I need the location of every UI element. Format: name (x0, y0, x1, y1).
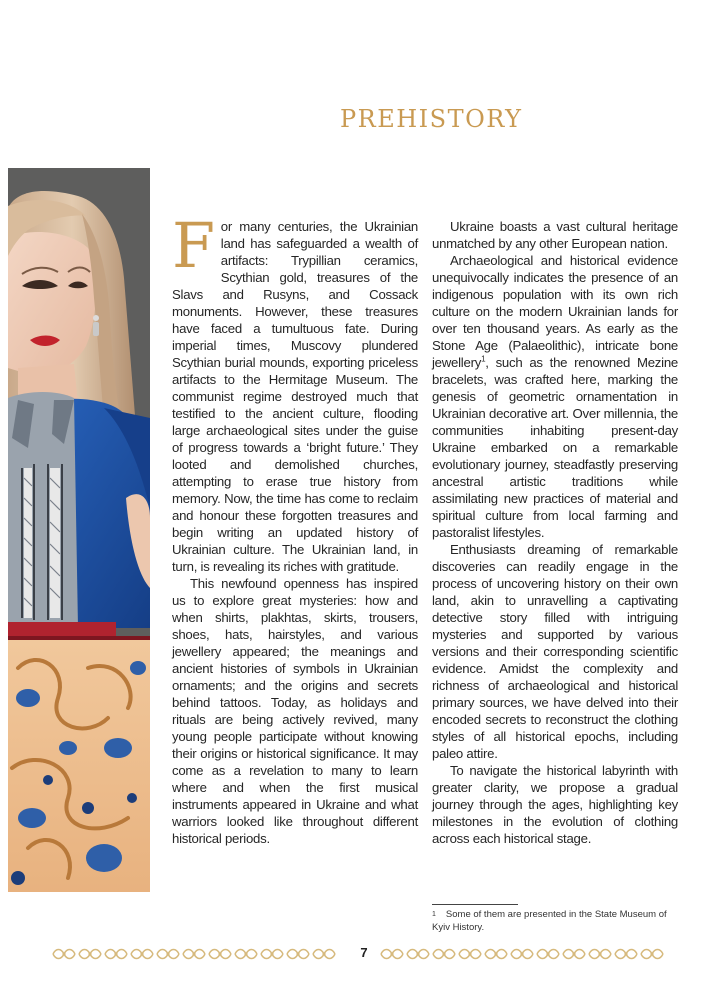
paragraph-text: or many centuries, the Ukrainian land has safeguarded a wealth of artifacts: Trypillian ceramics, Scythian gold, treasures of the Slavs and Rusyns, and Cossack monuments. However, these treasures have faced a tumultuous fate. During imperial times, Muscovy plundered Scythian burial mounds, exporting priceless artifacts to the Hermitage Museum. The communist regime destroyed much that testified to the ancient culture, flooding large archaeological sites under the guise of progress towards a ‘bright future.’ They looted and demolished churches, attempting to erase true history from memory. Now, the time has come to reclaim and honour these forgotten treasures and begin writing an updated history of Ukrainian culture. The Ukrainian land, in turn, is revealing its riches with gratitude. (172, 219, 418, 574)
footnote (432, 908, 678, 934)
ornament-motif (537, 950, 559, 959)
woman-in-embroidered-shirt-illustration (8, 168, 150, 892)
ornament-motif (287, 950, 309, 959)
ornament-motif (381, 950, 403, 959)
footnote-reference[interactable]: 1 (481, 354, 486, 364)
paragraph: This newfound openness has inspired us to explore great mysteries: how and when shirts, plakhtas, skirts, trousers, shoes, hats, hairstyles, and various jewellery appeared; the meanings and ancient histories of symbols in Ukrainian ornaments; and the origins and secrets behind tattoos. Today, as holidays and rituals are being actively revived, many young people participate without knowing their origins or historical significance. It may come as a revelation to many to learn where and when the first musical instruments appeared in Ukraine and what warriors looked like throughout different historical periods. (172, 576, 418, 846)
ornament-motif (313, 950, 335, 959)
text-column-left (172, 209, 418, 847)
footnote-rule (432, 904, 518, 905)
ornament-motif (615, 950, 637, 959)
paragraph: Ukraine boasts a vast cultural heritage unmatched by any other European nation. (432, 219, 678, 251)
page-number: 7 (360, 945, 368, 960)
ornament-motif (407, 950, 429, 959)
ornament-motif (589, 950, 611, 959)
ornament-motif (563, 950, 585, 959)
ornament-motif (459, 950, 481, 959)
page-title: PREHISTORY (340, 105, 523, 133)
paragraph-text: , such as the renowned Mezine bracelets, was crafted here, marking the genesis of geometric ornamentation in Ukrainian decorative art. Over millennia, the communities inhabiting present-day Ukraine embarked on a remarkable evolutionary journey, steadfastly preserving ancestral artistic traditions while assimilating new practices of material and spiritual culture from local farming and pastoralist lifestyles. (432, 355, 678, 540)
footnote-mark: 1 (432, 911, 436, 918)
ornament-motif (183, 950, 205, 959)
paragraph-with-footnote (432, 252, 678, 541)
ornament-motif (485, 950, 507, 959)
ornament-motif (261, 950, 283, 959)
footnote-text: Some of them are presented in the State Museum of Kyiv History. (432, 909, 667, 933)
drop-cap: F (172, 209, 215, 282)
paragraph: Enthusiasts dreaming of remarkable discoveries can readily engage in the process of uncovering history on their own land, akin to unravelling a captivating detective story filled with intriguing mysteries and supported by various versions and their corresponding scientific evidence. Amidst the complexity and richness of archaeological and historical primary sources, we have delved into their encoded secrets to reconstruct the clothing styles of all historical epochs, including paleo attire. (432, 542, 678, 761)
ornament-border-right (380, 946, 676, 962)
fashion-illustration (8, 168, 150, 892)
paragraph-text: Archaeological and historical evidence unequivocally indicates the presence of an indigenous population with its own rich culture on the modern Ukrainian lands for over ten thousand years. As early as the Stone Age (Palaeolithic), intricate bone jewellery (432, 253, 678, 370)
ornament-motif (105, 950, 127, 959)
text-column-right (432, 218, 678, 847)
ornament-motif (433, 950, 455, 959)
ornament-motif (209, 950, 231, 959)
ornament-motif (235, 950, 257, 959)
ornament-motif (131, 950, 153, 959)
ornament-motif (79, 950, 101, 959)
ornament-border-left (52, 946, 348, 962)
paragraph: To navigate the historical labyrinth with greater clarity, we propose a gradual journey through the ages, highlighting key milestones in the evolution of clothing across each historical stage. (432, 763, 678, 846)
ornament-motif (157, 950, 179, 959)
ornament-motif (511, 950, 533, 959)
ornament-motif (53, 950, 75, 959)
ornament-motif (641, 950, 663, 959)
paragraph-intro (172, 209, 418, 575)
